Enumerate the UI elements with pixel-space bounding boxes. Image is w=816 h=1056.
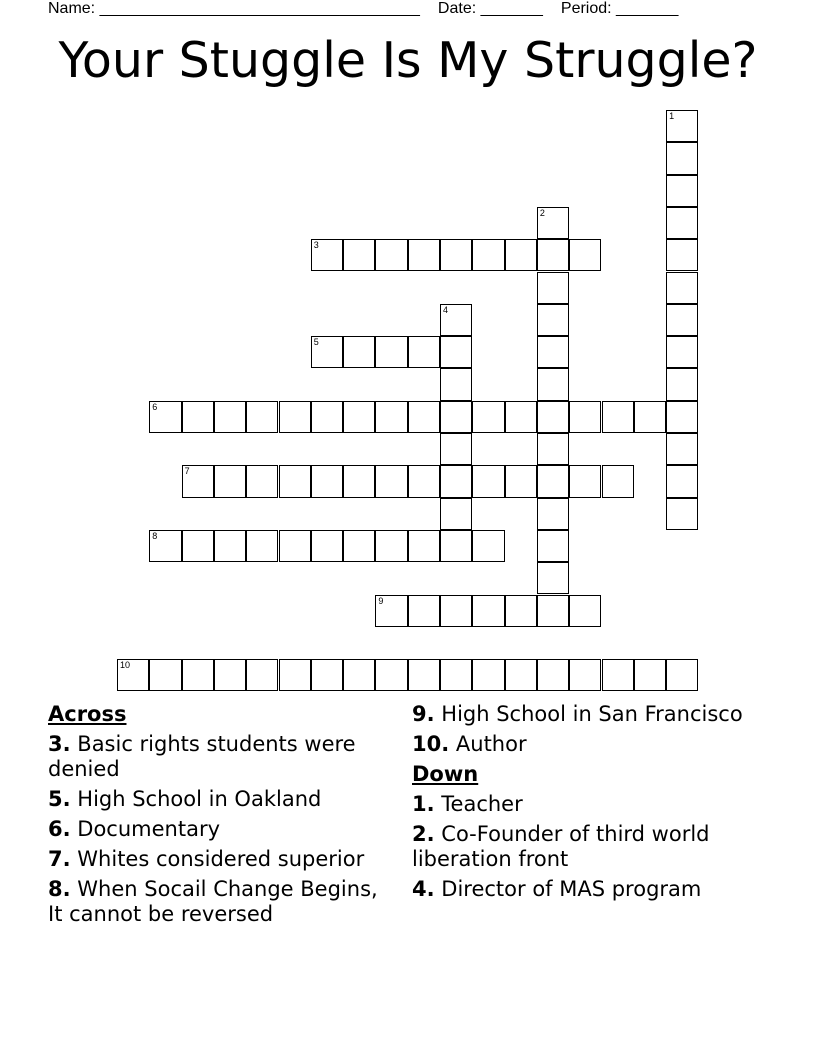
crossword-cell[interactable]: [505, 239, 537, 271]
crossword-cell[interactable]: [246, 659, 278, 691]
crossword-cell[interactable]: [246, 530, 278, 562]
crossword-cell[interactable]: [214, 530, 246, 562]
crossword-cell[interactable]: [375, 465, 407, 497]
crossword-cell[interactable]: [472, 595, 504, 627]
crossword-cell[interactable]: [537, 433, 569, 465]
crossword-cell[interactable]: [440, 659, 472, 691]
crossword-cell[interactable]: [666, 336, 698, 368]
date-field[interactable]: Date: _______: [437, 0, 543, 17]
crossword-cell[interactable]: [279, 530, 311, 562]
cell-number: 9: [378, 595, 384, 606]
crossword-cell[interactable]: [440, 336, 472, 368]
crossword-cell[interactable]: [440, 530, 472, 562]
crossword-cell[interactable]: [569, 239, 601, 271]
crossword-cell[interactable]: [537, 498, 569, 530]
clue-down-2: [412, 822, 772, 872]
crossword-cell[interactable]: [311, 336, 343, 368]
crossword-cell[interactable]: [311, 659, 343, 691]
crossword-cell[interactable]: [537, 272, 569, 304]
crossword-cell[interactable]: [214, 465, 246, 497]
crossword-cell[interactable]: [505, 401, 537, 433]
crossword-cell[interactable]: [602, 659, 634, 691]
clue-text: Author: [455, 732, 527, 756]
crossword-cell[interactable]: [214, 659, 246, 691]
clue-number: 9.: [412, 702, 435, 726]
crossword-cell[interactable]: [408, 336, 440, 368]
clue-text: Whites considered superior: [77, 847, 365, 871]
crossword-cell[interactable]: [440, 304, 472, 336]
crossword-cell[interactable]: [537, 336, 569, 368]
crossword-cell[interactable]: [246, 401, 278, 433]
crossword-cell[interactable]: [149, 530, 181, 562]
crossword-cell[interactable]: [440, 368, 472, 400]
crossword-cell[interactable]: [279, 659, 311, 691]
cell-number: 2: [539, 207, 545, 218]
crossword-cell[interactable]: [537, 530, 569, 562]
crossword-cell[interactable]: [214, 401, 246, 433]
crossword-cell[interactable]: [311, 401, 343, 433]
crossword-cell[interactable]: [666, 659, 698, 691]
crossword-cell[interactable]: [666, 272, 698, 304]
crossword-cell[interactable]: [343, 530, 375, 562]
clue-text: High School in San Francisco: [441, 702, 743, 726]
crossword-cell[interactable]: [666, 465, 698, 497]
clue-across-9: [412, 702, 772, 727]
down-heading: Down: [412, 762, 479, 786]
crossword-cell[interactable]: [666, 401, 698, 433]
clue-number: 7.: [48, 847, 71, 871]
crossword-cell[interactable]: [117, 659, 149, 691]
clue-across-5: [48, 787, 398, 812]
crossword-cell[interactable]: [666, 368, 698, 400]
crossword-cell[interactable]: [472, 465, 504, 497]
crossword-cell[interactable]: [666, 142, 698, 174]
clue-across-6: [48, 817, 398, 842]
crossword-cell[interactable]: [182, 530, 214, 562]
crossword-cell[interactable]: [537, 368, 569, 400]
cell-number: 8: [152, 530, 158, 541]
crossword-cell[interactable]: [472, 659, 504, 691]
clue-number: 10.: [412, 732, 450, 756]
crossword-cell[interactable]: [408, 530, 440, 562]
crossword-cell[interactable]: [666, 498, 698, 530]
cell-number: 10: [120, 660, 131, 671]
clue-text: Teacher: [441, 792, 523, 816]
crossword-cell[interactable]: [149, 659, 181, 691]
crossword-cell[interactable]: [375, 336, 407, 368]
crossword-cell[interactable]: [602, 465, 634, 497]
crossword-cell[interactable]: [537, 465, 569, 497]
clue-across-10: [412, 732, 772, 757]
crossword-cell[interactable]: [408, 465, 440, 497]
cell-number: 6: [152, 401, 158, 412]
clue-number: 4.: [412, 877, 435, 901]
crossword-cell[interactable]: [182, 401, 214, 433]
crossword-cell[interactable]: [666, 175, 698, 207]
crossword-cell[interactable]: [537, 207, 569, 239]
crossword-cell[interactable]: [472, 239, 504, 271]
clue-down-1: [412, 792, 772, 817]
crossword-cell[interactable]: [440, 433, 472, 465]
crossword-cell[interactable]: [440, 595, 472, 627]
crossword-cell[interactable]: [569, 465, 601, 497]
crossword-cell[interactable]: [569, 401, 601, 433]
crossword-cell[interactable]: [666, 207, 698, 239]
clue-text: When Socail Change Begins, It cannot be reversed: [48, 877, 378, 926]
crossword-cell[interactable]: [537, 659, 569, 691]
crossword-cell[interactable]: [375, 530, 407, 562]
clue-across-8: [48, 877, 398, 927]
crossword-cell[interactable]: [408, 239, 440, 271]
crossword-cell[interactable]: [666, 304, 698, 336]
crossword-cell[interactable]: [375, 239, 407, 271]
crossword-cell[interactable]: [311, 239, 343, 271]
crossword-cell[interactable]: [537, 401, 569, 433]
crossword-cell[interactable]: [343, 239, 375, 271]
cell-number: 7: [184, 466, 190, 477]
crossword-cell[interactable]: [311, 465, 343, 497]
clue-text: Documentary: [77, 817, 221, 841]
clue-number: 3.: [48, 732, 71, 756]
crossword-cell[interactable]: [666, 239, 698, 271]
clue-text: High School in Oakland: [77, 787, 322, 811]
crossword-cell[interactable]: [343, 336, 375, 368]
clue-down-4: [412, 877, 772, 902]
clue-across-3: [48, 732, 398, 782]
crossword-cell[interactable]: [569, 659, 601, 691]
crossword-cell[interactable]: [472, 401, 504, 433]
clue-number: 6.: [48, 817, 71, 841]
crossword-cell[interactable]: [634, 659, 666, 691]
crossword-cell[interactable]: [472, 530, 504, 562]
crossword-cell[interactable]: [440, 401, 472, 433]
crossword-cell[interactable]: [569, 595, 601, 627]
crossword-cell[interactable]: [343, 465, 375, 497]
crossword-cell[interactable]: [375, 595, 407, 627]
crossword-cell[interactable]: [279, 401, 311, 433]
crossword-cell[interactable]: [343, 401, 375, 433]
cell-number: 1: [669, 111, 675, 121]
crossword-cell[interactable]: [311, 530, 343, 562]
crossword-cell[interactable]: [666, 433, 698, 465]
cell-number: 5: [313, 337, 319, 348]
crossword-cell[interactable]: [408, 401, 440, 433]
crossword-cell[interactable]: [505, 595, 537, 627]
crossword-cell[interactable]: [408, 595, 440, 627]
clue-number: 2.: [412, 822, 435, 846]
clue-across-7: [48, 847, 398, 872]
page-title: Your Stuggle Is My Struggle?: [58, 32, 758, 89]
crossword-cell[interactable]: [602, 401, 634, 433]
clue-number: 5.: [48, 787, 71, 811]
crossword-cell[interactable]: [537, 239, 569, 271]
crossword-cell[interactable]: [440, 498, 472, 530]
crossword-cell[interactable]: [182, 659, 214, 691]
clue-text: Co-Founder of third world liberation front: [412, 822, 710, 871]
clues-column-left: [48, 702, 398, 932]
cell-number: 3: [313, 240, 319, 251]
cell-number: 4: [443, 304, 449, 315]
crossword-cell[interactable]: [279, 465, 311, 497]
crossword-cell[interactable]: [246, 465, 278, 497]
crossword-cell[interactable]: [343, 659, 375, 691]
crossword-cell[interactable]: [375, 401, 407, 433]
across-heading: Across: [48, 702, 127, 726]
crossword-cell[interactable]: [634, 401, 666, 433]
crossword-cell[interactable]: [537, 562, 569, 594]
clue-number: 8.: [48, 877, 71, 901]
clue-number: 1.: [412, 792, 435, 816]
crossword-cell[interactable]: [375, 659, 407, 691]
crossword-cell[interactable]: [182, 465, 214, 497]
crossword-cell[interactable]: [408, 659, 440, 691]
crossword-cell[interactable]: [440, 465, 472, 497]
crossword-cell[interactable]: [537, 304, 569, 336]
clues-column-right: [412, 702, 772, 907]
crossword-cell[interactable]: [505, 465, 537, 497]
crossword-cell[interactable]: [505, 659, 537, 691]
clue-text: Basic rights students were denied: [48, 732, 356, 781]
clue-text: Director of MAS program: [441, 877, 702, 901]
crossword-cell[interactable]: [440, 239, 472, 271]
crossword-cell[interactable]: [537, 595, 569, 627]
crossword-cell[interactable]: [666, 110, 698, 142]
name-field[interactable]: Name: ____________________________________: [48, 0, 420, 17]
crossword-cell[interactable]: [149, 401, 181, 433]
period-field[interactable]: Period: _______: [560, 0, 679, 17]
